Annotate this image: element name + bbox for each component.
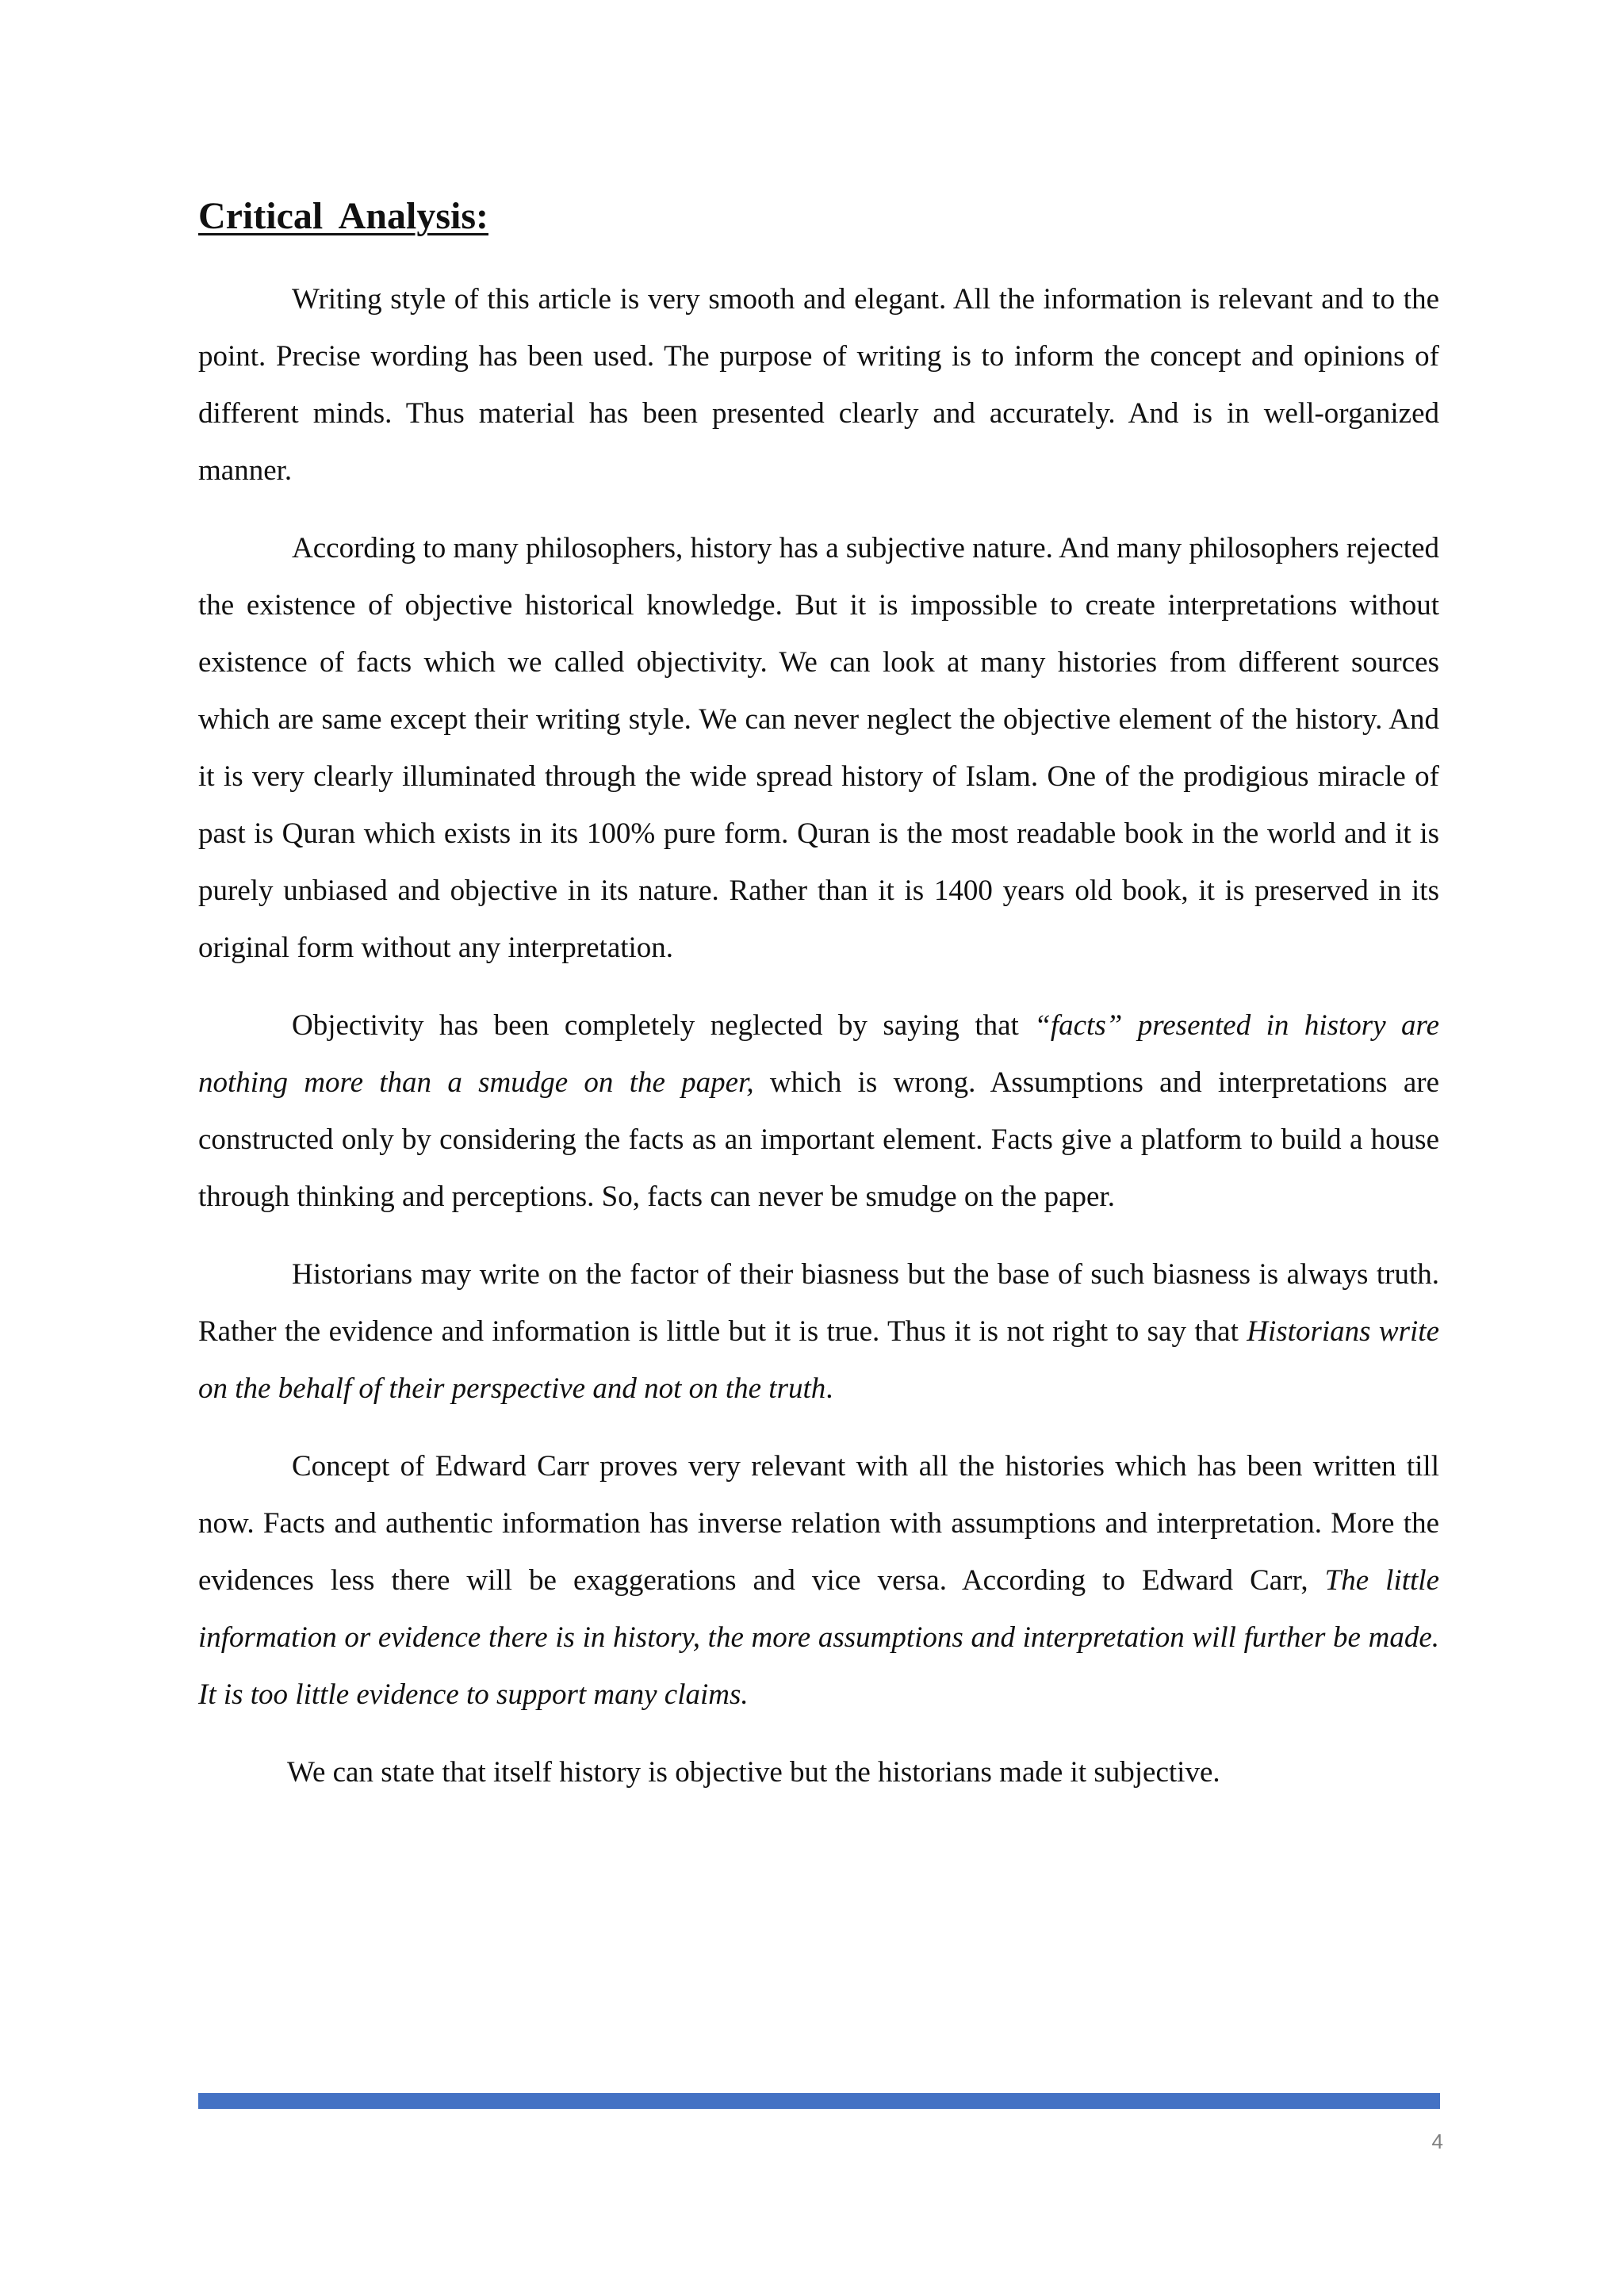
footer-rule <box>198 2093 1440 2109</box>
paragraph-1: Writing style of this article is very smooth and elegant. All the information is relevant and to the point. Precise wording has been used. The purpose of writing is to inform the concept and opinions of different minds. Thus material has been presented clearly and accurately. And is in well-organized manner. <box>198 283 1439 487</box>
page-number: 4 <box>1431 2130 1443 2153</box>
paragraph-4-quote: Historians write on the behalf of their perspective and not on the truth <box>198 1315 1439 1405</box>
paragraph-5-quote: The little information or evidence there is in history, the more assumptions and interpretation will further be made. It is too little evidence to support many claims. <box>198 1564 1440 1711</box>
paragraph-6: We can state that itself history is objective but the historians made it subjective. <box>287 1756 1220 1789</box>
paragraph-5-text-before: Concept of Edward Carr proves very relevant with all the histories which has been written till now. Facts and authentic information has inverse relation with assumptions and interpretation. More the evidences less there will be exaggerations and vice versa. According to Edward Carr, <box>198 1450 1439 1597</box>
paragraph-4 <box>198 1246 1439 1418</box>
section-heading: Critical Analysis: <box>198 195 488 237</box>
paragraph-4-text-after: . <box>825 1372 833 1405</box>
paragraph-5 <box>198 1438 1439 1724</box>
paragraph-3-text-after: which is wrong. Assumptions and interpretations are constructed only by considering the facts as an important element. Facts give a platform to build a house through thinking and perceptions. So, facts can never be smudge on the paper. <box>198 1066 1439 1213</box>
paragraph-2: According to many philosophers, history has a subjective nature. And many philosophers rejected the existence of objective historical knowledge. But it is impossible to create interpretations without existence of facts which we called objectivity. We can look at many histories from different sources which are same except their writing style. We can never neglect the objective element of the history. And it is very clearly illuminated through the wide spread history of Islam. One of the prodigious miracle of past is Quran which exists in its 100% pure form. Quran is the most readable book in the world and it is purely unbiased and objective in its nature. Rather than it is 1400 years old book, it is preserved in its original form without any interpretation. <box>198 532 1439 964</box>
page-content <box>198 189 1439 1822</box>
paragraph-4-text-before: Historians may write on the factor of their biasness but the base of such biasness is always truth. Rather the evidence and information is little but it is true. Thus it is not right to say that <box>198 1258 1439 1348</box>
paragraph-3-quote: “facts” presented in history are nothing more than a smudge on the paper, <box>198 1009 1439 1099</box>
paragraph-3-text-before: Objectivity has been completely neglected by saying that <box>292 1009 1035 1042</box>
paragraph-3 <box>198 997 1439 1226</box>
